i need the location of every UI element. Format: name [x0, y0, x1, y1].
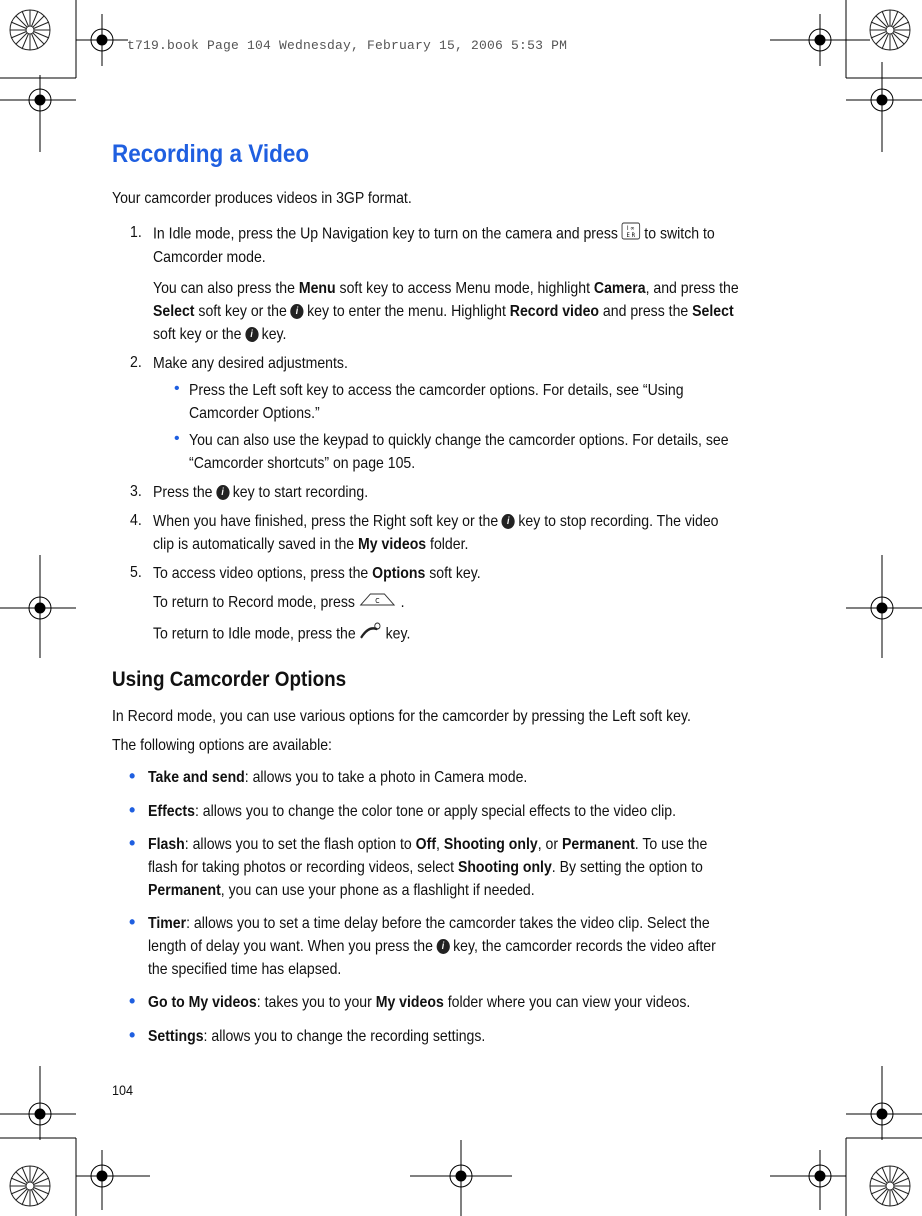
page-title: Recording a Video — [112, 140, 310, 168]
bullet-icon: • — [129, 766, 136, 786]
svg-text:I ∞: I ∞ — [627, 225, 635, 233]
step-4-line-1: When you have finished, press the Right soft key or the i key to stop recording. The video — [153, 513, 719, 530]
step-1-note-line-3: soft key or the i key. — [153, 326, 287, 343]
bullet-icon: • — [129, 991, 136, 1011]
ok-key-icon: i — [436, 939, 449, 954]
ok-key-icon: i — [245, 327, 258, 342]
step-1-note-line-2: Select soft key or the i key to enter the menu. Highlight Record video and press the Select — [153, 303, 734, 320]
camera-key-icon — [621, 222, 640, 247]
step-1-line-2: Camcorder mode. — [153, 249, 266, 266]
step-number: 4. — [130, 512, 142, 529]
intro-text: Your camcorder produces videos in 3GP format. — [112, 190, 412, 207]
ok-key-icon: i — [502, 514, 515, 529]
section-paragraph: The following options are available: — [112, 737, 332, 754]
step-number: 2. — [130, 354, 142, 371]
option-settings: Settings: allows you to change the recording settings. — [148, 1028, 486, 1045]
step-2-bullet-2-line-1: You can also use the keypad to quickly change the camcorder options. For details, see — [189, 432, 729, 449]
step-2-bullet-1-line-1: Press the Left soft key to access the camcorder options. For details, see “Using — [189, 382, 684, 399]
step-3-text: Press the i key to start recording. — [153, 484, 369, 501]
ok-key-icon: i — [290, 304, 303, 319]
bullet-icon: • — [174, 430, 180, 447]
option-timer-line-2: length of delay you want. When you press the i key, the camcorder records the video after — [148, 938, 716, 955]
bullet-icon: • — [129, 912, 136, 932]
bullet-icon: • — [129, 800, 136, 820]
page-number: 104 — [112, 1082, 134, 1098]
section-paragraph: In Record mode, you can use various options for the camcorder by pressing the Left soft key. — [112, 708, 691, 725]
step-number: 1. — [130, 224, 142, 241]
option-go-to-my-videos: Go to My videos: takes you to your My videos folder where you can view your videos. — [148, 994, 691, 1011]
step-2-text: Make any desired adjustments. — [153, 355, 348, 372]
option-effects: Effects: allows you to change the color tone or apply special effects to the video clip. — [148, 803, 677, 820]
svg-text:C: C — [375, 596, 380, 606]
option-take-and-send: Take and send: allows you to take a photo in Camera mode. — [148, 769, 528, 786]
step-4-line-2: clip is automatically saved in the My videos folder. — [153, 536, 469, 553]
bullet-icon: • — [174, 380, 180, 397]
clear-key-icon — [358, 591, 397, 614]
option-flash-line-2: flash for taking photos or recording videos, select Shooting only. By setting the option to — [148, 859, 703, 876]
step-number: 3. — [130, 483, 142, 500]
step-5-text: To access video options, press the Options soft key. — [153, 565, 481, 582]
step-1-line-1: In Idle mode, press the Up Navigation key to turn on the camera and press I ∞ E R to switch to — [153, 222, 715, 247]
step-2-bullet-2-line-2: “Camcorder shortcuts” on page 105. — [189, 455, 416, 472]
section-heading: Using Camcorder Options — [112, 668, 347, 691]
running-header: t719.book Page 104 Wednesday, February 15, 2006 5:53 PM — [127, 38, 568, 53]
option-flash-line-1: Flash: allows you to set the flash option to Off, Shooting only, or Permanent. To use the — [148, 836, 708, 853]
bullet-icon: • — [129, 1025, 136, 1045]
step-5-note-1: To return to Record mode, press C . — [153, 591, 405, 614]
option-timer-line-1: Timer: allows you to set a time delay before the camcorder takes the video clip. Select the — [148, 915, 710, 932]
corner-rosette-icon — [10, 10, 50, 50]
ok-key-icon: i — [216, 485, 229, 500]
step-2-bullet-1-line-2: Camcorder Options.” — [189, 405, 320, 422]
end-key-icon — [359, 621, 382, 648]
option-timer-line-3: the specified time has elapsed. — [148, 961, 342, 978]
step-number: 5. — [130, 564, 142, 581]
option-flash-line-3: Permanent, you can use your phone as a flashlight if needed. — [148, 882, 535, 899]
bullet-icon: • — [129, 833, 136, 853]
svg-text:E R: E R — [626, 232, 636, 240]
step-1-note-line-1: You can also press the Menu soft key to access Menu mode, highlight Camera, and press the — [153, 280, 739, 297]
step-5-note-2: To return to Idle mode, press the key. — [153, 621, 410, 648]
